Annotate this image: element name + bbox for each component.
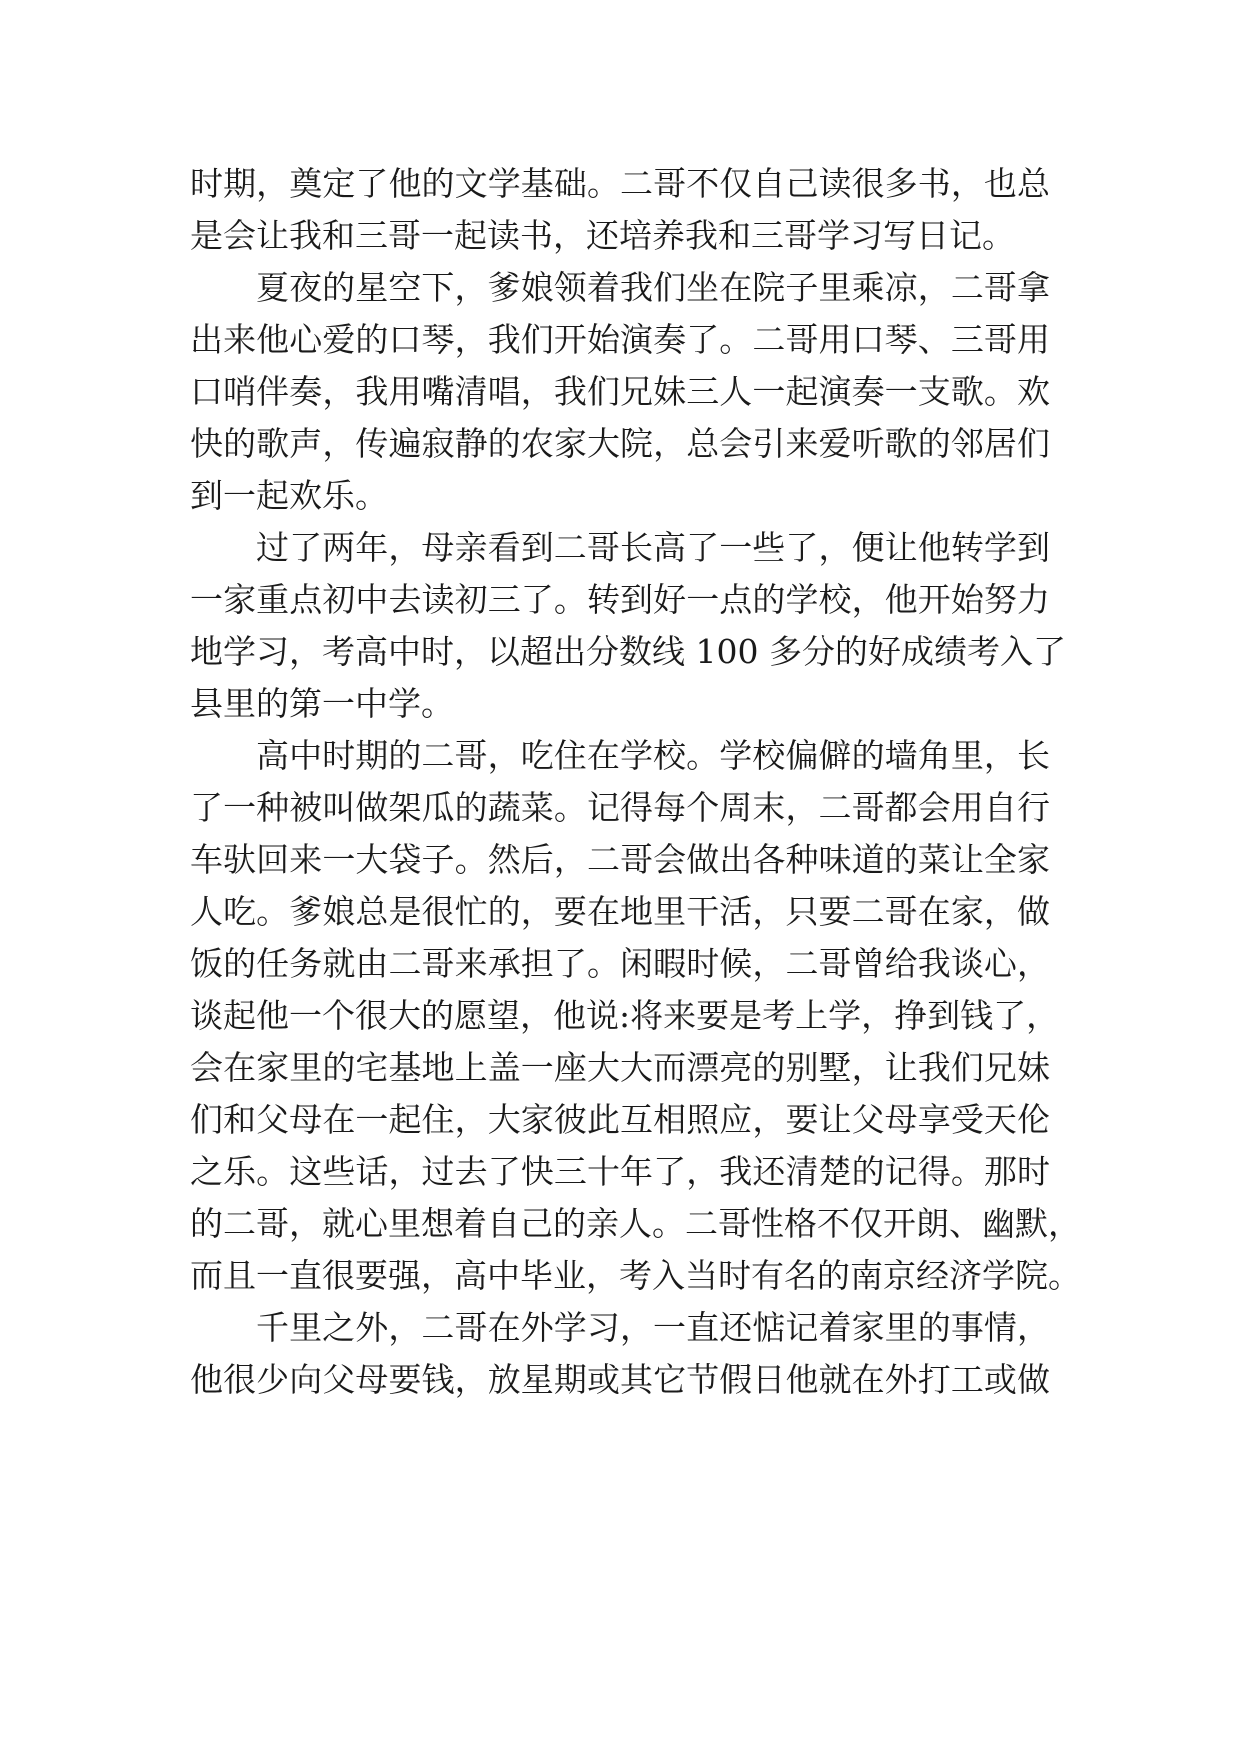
text-line: 过了两年，母亲看到二哥长高了一些了，便让他转学到 (256, 528, 1050, 567)
text-line: 地学习，考高中时，以超出分数线 100 多分的好成绩考入了 (190, 632, 1066, 671)
text-line: 而且一直很要强，高中毕业，考入当时有名的南京经济学院。 (190, 1256, 1081, 1295)
text-line: 千里之外，二哥在外学习，一直还惦记着家里的事情， (256, 1308, 1050, 1347)
text-line: 夏夜的星空下，爹娘领着我们坐在院子里乘凉，二哥拿 (256, 268, 1050, 307)
text-line: 时期，奠定了他的文学基础。二哥不仅自己读很多书，也总 (190, 164, 1050, 203)
text-line: 是会让我和三哥一起读书，还培养我和三哥学习写日记。 (190, 216, 1015, 255)
text-line: 一家重点初中去读初三了。转到好一点的学校，他开始努力 (190, 580, 1050, 619)
body-text (190, 158, 1081, 1406)
text-line: 高中时期的二哥，吃住在学校。学校偏僻的墙角里，长 (256, 736, 1050, 775)
text-line: 快的歌声，传遍寂静的农家大院，总会引来爱听歌的邻居们 (190, 424, 1050, 463)
text-line: 们和父母在一起住，大家彼此互相照应，要让父母享受天伦 (190, 1100, 1050, 1139)
text-line: 他很少向父母要钱，放星期或其它节假日他就在外打工或做 (190, 1360, 1050, 1399)
text-line: 了一种被叫做架瓜的蔬菜。记得每个周末，二哥都会用自行 (190, 788, 1050, 827)
text-line: 人吃。爹娘总是很忙的，要在地里干活，只要二哥在家，做 (190, 892, 1050, 931)
text-line: 谈起他一个很大的愿望，他说:将来要是考上学，挣到钱了， (190, 996, 1060, 1035)
text-line: 到一起欢乐。 (190, 476, 388, 515)
text-line: 县里的第一中学。 (190, 684, 454, 723)
text-line: 口哨伴奏，我用嘴清唱，我们兄妹三人一起演奏一支歌。欢 (190, 372, 1050, 411)
text-line: 饭的任务就由二哥来承担了。闲暇时候，二哥曾给我谈心， (190, 944, 1050, 983)
text-line: 之乐。这些话，过去了快三十年了，我还清楚的记得。那时 (190, 1152, 1050, 1191)
text-line: 车驮回来一大袋子。然后，二哥会做出各种味道的菜让全家 (190, 840, 1050, 879)
text-line: 的二哥，就心里想着自己的亲人。二哥性格不仅开朗、幽默， (190, 1204, 1081, 1243)
text-line: 出来他心爱的口琴，我们开始演奏了。二哥用口琴、三哥用 (190, 320, 1050, 359)
text-line: 会在家里的宅基地上盖一座大大而漂亮的别墅，让我们兄妹 (190, 1048, 1050, 1087)
